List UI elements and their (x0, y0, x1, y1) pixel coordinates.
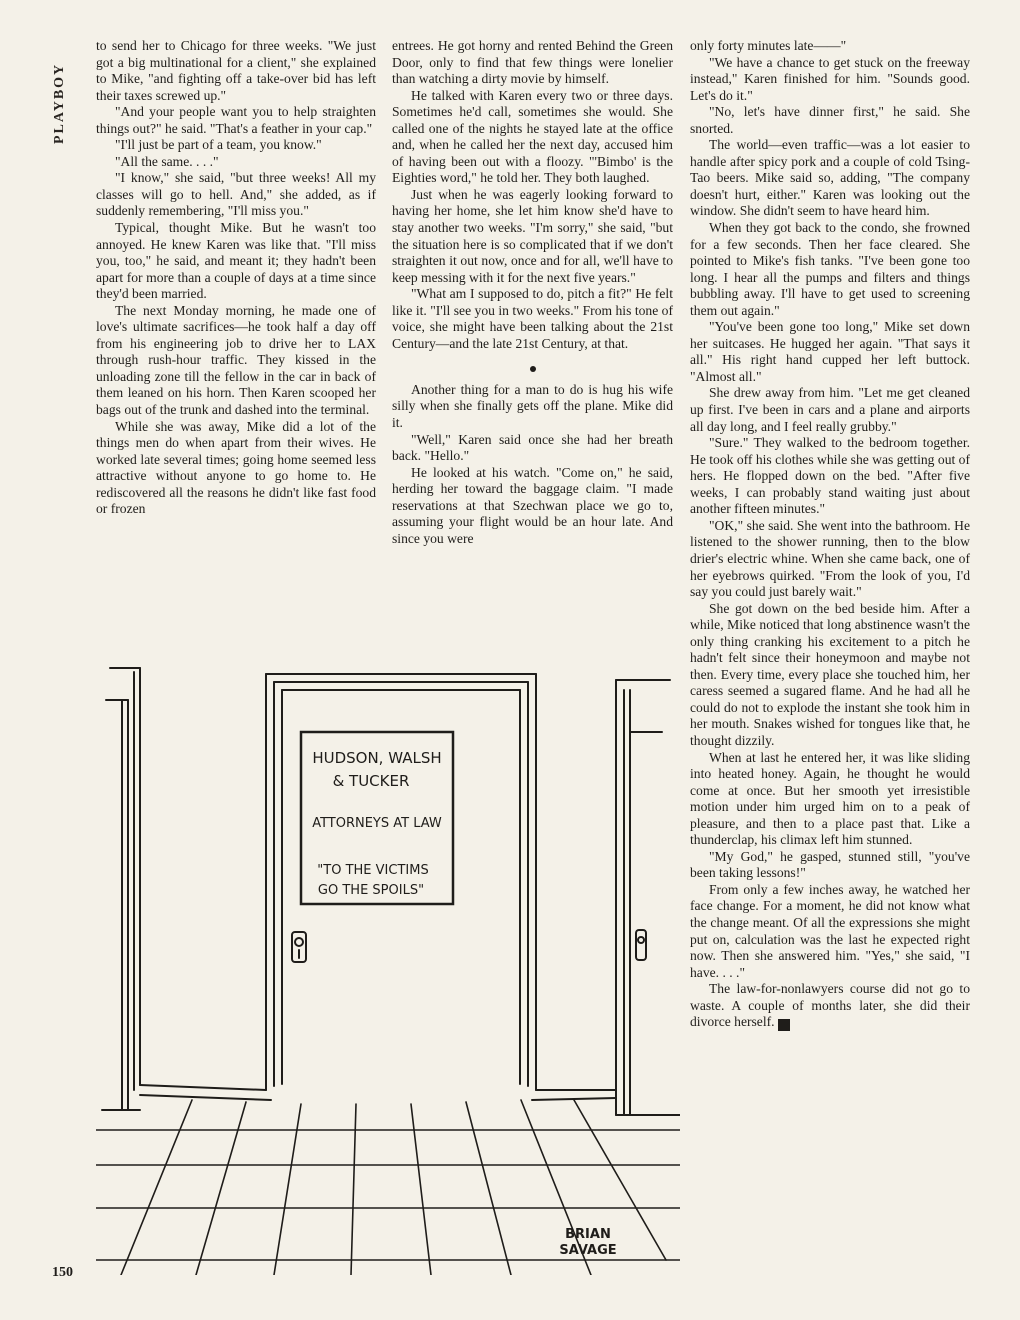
paragraph: "No, let's have dinner first," he said. She snorted. (690, 104, 970, 136)
paragraph: From only a few inches away, he watched her face change. For a moment, he did not know what the change meant. Of all the expressions she might put on, calculation was the last he expected right now. Then she answered him. "Yes," she said, "I have. . . ." (690, 881, 970, 980)
paragraph: "Sure." They walked to the bedroom together. He took off his clothes while she was getting out of hers. He flopped down on the bed. "After five weeks, I can probably stand waiting just about another fifteen minutes." (690, 435, 970, 517)
section-break-dot (392, 360, 673, 377)
paragraph: "And your people want you to help straighten things out?" he said. "That's a feather in your cap." (96, 104, 376, 136)
magazine-side-label: PLAYBOY (52, 62, 67, 144)
paragraph (690, 981, 970, 1031)
sign-line-4: "TO THE VICTIMS (317, 863, 429, 878)
paragraph: The world—even traffic—was a lot easier to handle after spicy pork and a couple of cold Tsing-Tao beers. Mike said so, adding, "The company doesn't hurt, either." Karen was looking out the window. She didn't seem to have heard him. (690, 137, 970, 219)
paragraph: The next Monday morning, he made one of love's ultimate sacrifices—he took half a day off from his engineering job to drive her to LAX through rush-hour traffic. They kissed in the unloading zone till the fellow in the car in back of them leaned on his horn. Then Karen scooped her bags out of the trunk and dashed into the terminal. (96, 302, 376, 418)
artist-signature-line-1: BRIAN (565, 1227, 611, 1242)
paragraph: only forty minutes late——" (690, 38, 847, 53)
paragraph: He looked at his watch. "Come on," he said, herding her toward the baggage claim. "I made reservations at that Szechwan place we go to, assuming your flight would be an hour late. And since you were (392, 464, 673, 546)
right-door-knob (636, 930, 646, 960)
page-number: 150 (52, 1265, 73, 1280)
text-column-2 (392, 38, 673, 547)
paragraph: "You've been gone too long," Mike set down her suitcases. He hugged her again. "That says it all." His right hand cupped her left buttock. "Almost all." (690, 319, 970, 384)
paragraph: She drew away from him. "Let me get cleaned up first. I've been in cars and a plane and airports all day long, and I feel really grubby." (690, 385, 970, 434)
right-door-frame (616, 680, 670, 1115)
baseboards (102, 1085, 680, 1115)
text-column-1 (96, 38, 376, 518)
paragraph: "I know," she said, "but three weeks! All my classes will go to hell. And," she added, as if suddenly remembering, "I'll miss you." (96, 170, 376, 219)
paragraph: While she was away, Mike did a lot of the things men do when apart from their wives. He worked late several times; going home seemed less attractive without anyone to go home to. He rediscovered all the reasons he didn't like fast food or frozen (96, 418, 376, 517)
paragraph: "Well," Karen said once she had her breath back. "Hello." (392, 431, 673, 464)
sign-line-5: GO THE SPOILS" (317, 883, 425, 898)
paragraph: He talked with Karen every two or three days. Sometimes he'd call, sometimes she would. She called one of the nights he stayed late at the office and, when he called her the next day, accused him of having been out with a floozy. "'Bimbo' is the Eighties word," he told her. They both laughed. (392, 87, 673, 186)
text-column-3 (690, 38, 970, 1031)
cartoon-illustration (96, 660, 680, 1275)
sign-line-2: & TUCKER (332, 772, 410, 790)
paragraph: Another thing for a man to do is hug his wife silly when she finally gets off the plane. Mike did it. (392, 381, 673, 431)
paragraph: "I'll just be part of a team, you know." (115, 137, 322, 153)
paragraph: entrees. He got horny and rented Behind the Green Door, only to find that few things were lonelier than watching a dirty movie by himself. (392, 38, 673, 87)
paragraph: When at last he entered her, it was like sliding into heated honey. Again, he thought he would come at once. But her smooth yet irresistible motion under him urged him on to a peak of pleasure, and then to a place past that. Like a thunderclap, his climax left him stunned. (690, 749, 970, 848)
left-door-frame (106, 668, 140, 1110)
paragraph: "All the same. . . ." (115, 153, 219, 169)
paragraph: Just when he was eagerly looking forward to having her home, she let him know she'd have to stay another two weeks. "I'm sorry," she said, "but the situation here is so complicated that if we don't straighten it out now, once and for all, we'll have to keep messing with it for the next five years." (392, 186, 673, 285)
center-door-frame (266, 674, 536, 1090)
door-knob-plate (292, 932, 306, 962)
sign-line-3: ATTORNEYS AT LAW (312, 816, 442, 831)
artist-signature-line-2: SAVAGE (559, 1243, 617, 1258)
paragraph: to send her to Chicago for three weeks. "We just got a big multinational for a client," she explained to Mike, "and fighting off a take-over bid has left their taxes screwed up." (96, 38, 376, 103)
sign-line-1: HUDSON, WALSH (312, 749, 442, 767)
paragraph: "What am I supposed to do, pitch a fit?" He felt like it. "I'll see you in two weeks." From his tone of voice, she might have been talking about the 21st Century—and the late 21st Century, at that. (392, 286, 673, 351)
paragraph: When they got back to the condo, she frowned for a few seconds. Then her face cleared. She pointed to Mike's fish tanks. "I've been gone too long. I hear all the pumps and filters and things bubbling away. I'll have to get used to screening them out again." (690, 220, 970, 318)
paragraph: Typical, thought Mike. But he wasn't too annoyed. He knew Karen was like that. "I'll miss you, too," he said, and meant it; they hadn't been apart for more than a couple of days at a time since they'd been married. (96, 220, 376, 302)
paragraph: "My God," he gasped, stunned still, "you've been taking lessons!" (690, 848, 970, 881)
paragraph: She got down on the bed beside him. After a while, Mike noticed that long abstinence wasn't the only thing cranking his excitement to a pitch he hadn't felt since their honeymoon and maybe not then. Every time, every place she touched him, her caress seemed a sugared flame. And he had all he could do not to explode the instant she took him in her mouth. Snakes wished for tongues like that, he thought dizzily. (690, 600, 970, 748)
final-paragraph-text: The law-for-nonlawyers course did not go to waste. A couple of months later, she did their divorce herself. (690, 981, 970, 1030)
paragraph: "We have a chance to get stuck on the freeway instead," Karen finished for him. "Sounds good. Let's do it." (690, 54, 970, 103)
bunny-logo-icon: ♠ (778, 1019, 790, 1031)
paragraph: "OK," she said. She went into the bathroom. He listened to the shower running, then to the blow drier's electric whine. When she came back, one of her eyebrows quirked. "From the look of you, I'd say you could just barely wait." (690, 517, 970, 600)
